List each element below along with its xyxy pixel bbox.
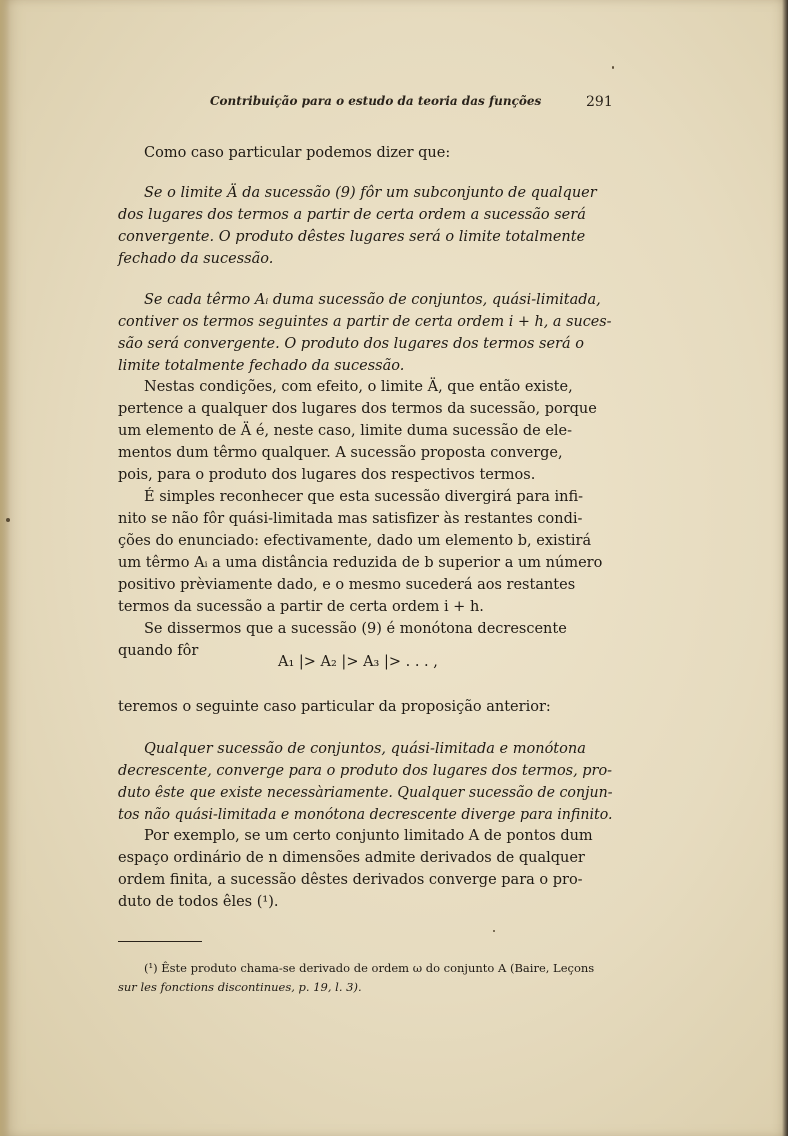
text-line: nito se não fôr quási-limitada mas satisfizer às restantes condi- [118, 511, 583, 527]
text-line: positivo prèviamente dado, e o mesmo sucederá aos restantes [118, 577, 576, 593]
text-line: Se cada têrmo Aᵢ duma sucessão de conjuntos, quási-limitada, [144, 292, 601, 308]
page-edge-shadow [782, 0, 788, 1136]
running-head: Contribuição para o estudo da teoria das funções [210, 94, 542, 108]
display-formula: A₁ |> A₂ |> A₃ |> . . . , [278, 654, 438, 670]
text-line: decrescente, converge para o produto dos lugares dos termos, pro- [118, 763, 613, 779]
text-line: mentos dum têrmo qualquer. A sucessão proposta converge, [118, 445, 563, 461]
paper-speck [612, 66, 614, 69]
page-spine-shadow [0, 0, 10, 1136]
text-line: pois, para o produto dos lugares dos respectivos termos. [118, 467, 536, 483]
text-line: tos não quási-limitada e monótona decrescente diverge para infinito. [118, 807, 613, 823]
text-line: termos da sucessão a partir de certa ordem i + h. [118, 599, 484, 615]
footnote-line: sur les fonctions discontinues, p. 19, l. 3). [118, 980, 362, 994]
text-line: convergente. O produto dêstes lugares será o limite totalmente [118, 229, 586, 245]
text-line: espaço ordinário de n dimensões admite derivados de qualquer [118, 850, 585, 866]
text-line: ordem finita, a sucessão dêstes derivados converge para o pro- [118, 872, 583, 888]
footnote-line: (¹) Êste produto chama-se derivado de ordem ω do conjunto A (Baire, Leçons [144, 961, 595, 975]
text-line: É simples reconhecer que esta sucessão divergirá para infi- [144, 489, 584, 505]
text-line: quando fôr [118, 643, 199, 659]
text-line: um elemento de Ä é, neste caso, limite duma sucessão de ele- [118, 423, 573, 439]
text-line: Por exemplo, se um certo conjunto limitado A de pontos dum [144, 828, 593, 844]
text-line: pertence a qualquer dos lugares dos termos da sucessão, porque [118, 401, 597, 417]
text-line: um têrmo Aᵢ a uma distância reduzida de b superior a um número [118, 555, 603, 571]
text-line: Se o limite Ä da sucessão (9) fôr um subconjunto de qualquer [144, 185, 597, 201]
text-line: duto de todos êles (¹). [118, 894, 279, 910]
text-line: Nestas condições, com efeito, o limite Ä, que então existe, [144, 379, 573, 395]
text-line: duto êste que existe necessàriamente. Qualquer sucessão de conjun- [118, 785, 613, 801]
page-number: 291 [586, 94, 613, 110]
paper-speck [6, 518, 10, 522]
text-line: Como caso particular podemos dizer que: [144, 145, 451, 161]
text-line: contiver os termos seguintes a partir de certa ordem i + h, a suces- [118, 314, 612, 330]
text-line: ções do enunciado: efectivamente, dado um elemento b, existirá [118, 533, 592, 549]
text-line: são será convergente. O produto dos lugares dos termos será o [118, 336, 584, 352]
paper-speck [493, 930, 495, 932]
text-line: limite totalmente fechado da sucessão. [118, 358, 405, 374]
text-line: dos lugares dos termos a partir de certa ordem a sucessão será [118, 207, 586, 223]
text-line: fechado da sucessão. [118, 251, 274, 267]
text-line: Se dissermos que a sucessão (9) é monótona decrescente [144, 621, 567, 637]
text-line: Qualquer sucessão de conjuntos, quási-limitada e monótona [144, 741, 586, 757]
footnote-rule [118, 941, 202, 942]
text-line: teremos o seguinte caso particular da proposição anterior: [118, 699, 551, 715]
